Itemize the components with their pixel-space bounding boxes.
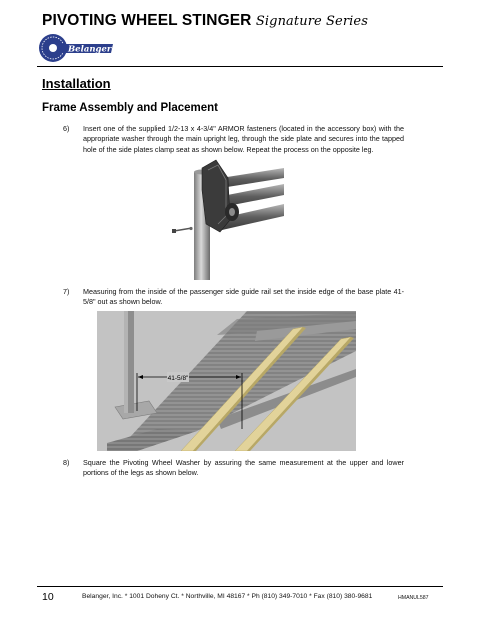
svg-text:Belanger: Belanger [68,44,112,55]
footer-divider [37,586,443,587]
document-title [42,12,368,30]
step-number: 6) [63,124,70,133]
belanger-logo [38,31,116,65]
step-text: Square the Pivoting Wheel Washer by assuring the same measurement at the upper and lower portions of the legs as shown below. [83,458,404,478]
figure-fastener-installation [172,150,286,280]
footer-address: Belanger, Inc. * 1001 Doheny Ct. * Northville, MI 48167 * Ph (810) 349-7010 * Fax (810) 380-9681 [82,593,373,600]
step-7 [63,287,405,311]
document-code: HMANUL587 [398,595,429,601]
step-number: 8) [63,458,70,467]
title-signature-series: Signature Series [255,14,368,29]
figure-base-plate-placement [97,311,356,451]
step-number: 7) [63,287,70,296]
header-divider [37,66,443,67]
section-heading: Installation [42,76,111,91]
step-text: Measuring from the inside of the passenger side guide rail set the inside edge of the base plate 41-5/8" out as shown below. [83,287,404,307]
title-text: PIVOTING WHEEL STINGER [42,12,252,29]
step-8 [63,458,405,482]
dimension-label: 41-5/8" [167,375,189,382]
page-number: 10 [42,591,54,603]
step-text: Insert one of the supplied 1/2-13 x 4-3/4" ARMOR fasteners (located in the accessory box) with the appropriate washer through the main upright leg, through the side plate and secures into the tapped hole of the side plates clamp seat as shown below. Repeat the process on the opposite leg. [83,124,404,154]
subsection-heading: Frame Assembly and Placement [42,102,218,114]
